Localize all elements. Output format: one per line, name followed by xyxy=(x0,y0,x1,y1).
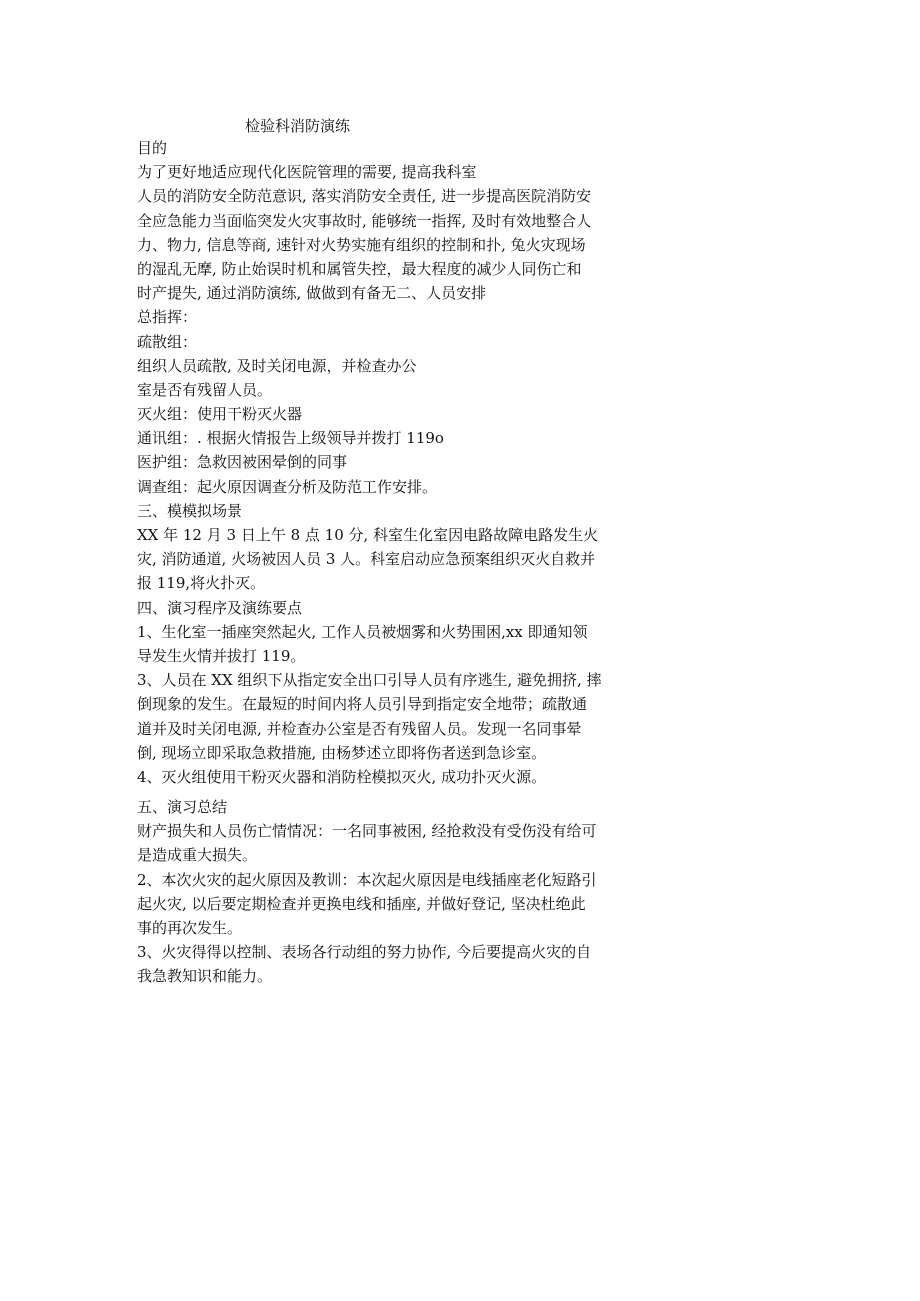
paragraph-line: 灾, 消防通道, 火场被因人员 3 人。科室启动应急预案组织灭火自救并 xyxy=(137,550,596,569)
paragraph-line: 全应急能力当面临突发火灾事故时, 能够统一指挥, 及时有效地整合人 xyxy=(137,211,592,230)
section-heading-scenario: 三、模模拟场景 xyxy=(137,501,243,520)
section-heading-summary: 五、演习总结 xyxy=(137,798,228,817)
evacuation-group-line: 疏散组： xyxy=(137,332,198,351)
paragraph-line: 报 119,将火扑灭。 xyxy=(137,574,266,593)
paragraph-line: XX 年 12 月 3 日上午 8 点 10 分, 科室生化室因电路故障电路发生火 xyxy=(137,526,599,544)
paragraph-line: 倒, 现场立即采取急救措施, 由杨梦述立即将伤者送到急诊室。 xyxy=(137,743,547,762)
paragraph-line: 组织人员疏散, 及时关闭电源，并检查办公 xyxy=(137,356,417,375)
paragraph-line: 为了更好地适应现代化医院管理的需要, 提高我科室 xyxy=(137,163,477,182)
paragraph-line: 道并及时关闭电源, 并检查办公室是否有残留人员。发现一名同事晕 xyxy=(137,719,582,738)
section-heading-procedure: 四、演习程序及演练要点 xyxy=(137,598,303,617)
procedure-step-line: 4、灭火组使用干粉灭火器和消防栓模拟灭火, 成功扑灭火源。 xyxy=(137,767,547,786)
summary-point-line: 2、本次火灾的起火原因及教训：本次起火原因是电线插座老化短路引 xyxy=(137,870,597,889)
paragraph-line: 力、物力, 信息等商, 速针对火势实施有组织的控制和扑, 兔火灾现场 xyxy=(137,235,586,254)
paragraph-line: 的湿乱无摩, 防止始误时机和属管失控，最大程度的减少人同伤亡和 xyxy=(137,259,582,278)
procedure-step-line: 1、生化室一插座突然起火, 工作人员被烟雾和火势围困,xx 即通知领 xyxy=(137,622,588,641)
document-body xyxy=(137,136,617,989)
paragraph-line: 时产提失, 通过消防演练, 做做到有备无二、人员安排 xyxy=(137,284,487,303)
medical-group-line: 医护组：急救因被困晕倒的同事 xyxy=(137,453,348,472)
paragraph-line: 起火灾, 以后要定期检查并更换电线和插座, 并做好登记, 坚决杜绝此 xyxy=(137,894,586,913)
paragraph-line: 财产损失和人员伤亡情情况：一名同事被困, 经抢救没有受伤没有给可 xyxy=(137,822,597,841)
paragraph-line: 事的再次发生。 xyxy=(137,919,243,937)
paragraph-line: 倒现象的发生。在最短的时间内将人员引导到指定安全地带；疏散通 xyxy=(137,695,588,714)
paragraph-line: 人员的消防安全防范意识, 落实消防安全责任, 进一步提高医院消防安 xyxy=(137,187,592,206)
commander-line: 总指挥： xyxy=(137,308,198,327)
procedure-step-line: 3、人员在 XX 组织下从指定安全出口引导人员有序逃生, 避免拥挤, 摔 xyxy=(137,671,602,690)
paragraph-line: 我急教知识和能力。 xyxy=(137,967,273,986)
document-title: 检验科消防演练 xyxy=(245,117,351,135)
paragraph-line: 室是否有残留人员。 xyxy=(137,380,273,399)
summary-point-line: 3、火灾得得以控制、表场各行动组的努力协作, 今后要提高火灾的自 xyxy=(137,943,592,962)
paragraph-line: 导发生火情并拔打 119。 xyxy=(137,646,306,665)
investigation-group-line: 调查组：起火原因调查分析及防范工作安排。 xyxy=(137,477,438,496)
section-heading-purpose: 目的 xyxy=(137,139,168,157)
communication-group-line: 通讯组：. 根据火情报告上级领导并拨打 119o xyxy=(137,429,444,448)
paragraph-line: 是造成重大损失。 xyxy=(137,846,258,865)
firefighting-group-line: 灭火组：使用干粉灭火器 xyxy=(137,405,303,424)
